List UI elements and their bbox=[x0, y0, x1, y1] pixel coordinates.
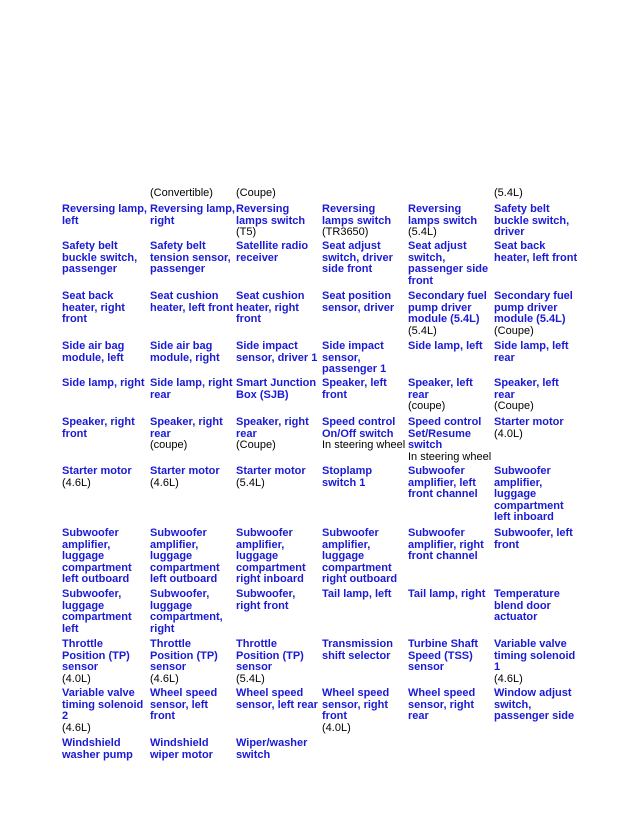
table-cell bbox=[62, 241, 148, 276]
component-link[interactable]: Wheel speed sensor, left front bbox=[150, 687, 218, 723]
component-link[interactable]: Safety belt buckle switch, driver bbox=[494, 203, 570, 239]
component-link[interactable]: Side air bag module, left bbox=[62, 340, 125, 364]
table-cell bbox=[236, 204, 322, 239]
component-link[interactable]: Satellite radio receiver bbox=[236, 240, 309, 264]
component-link[interactable]: Safety belt buckle switch, passenger bbox=[62, 240, 138, 276]
table-cell bbox=[494, 341, 580, 364]
table-cell bbox=[494, 378, 580, 413]
component-link[interactable]: Variable valve timing solenoid 2 bbox=[62, 687, 144, 723]
component-note: (4.6L) bbox=[150, 672, 179, 685]
table-cell bbox=[62, 589, 148, 635]
component-link[interactable]: Subwoofer amplifier, right front channel bbox=[408, 527, 484, 563]
table-cell bbox=[408, 341, 494, 353]
table-cell bbox=[408, 378, 494, 413]
component-link[interactable]: Reversing lamp, left bbox=[62, 203, 147, 227]
table-cell bbox=[408, 417, 494, 463]
table-cell bbox=[322, 589, 408, 601]
header-note bbox=[494, 188, 580, 200]
table-cell bbox=[322, 291, 408, 314]
component-note: (Coupe) bbox=[494, 324, 534, 337]
table-cell bbox=[62, 688, 148, 734]
component-note: (5.4L) bbox=[236, 672, 265, 685]
header-note bbox=[236, 188, 322, 200]
component-note: (4.6L) bbox=[62, 721, 91, 734]
component-link[interactable]: Speed control On/Off switch bbox=[322, 416, 396, 440]
component-link[interactable]: Seat back heater, right front bbox=[62, 290, 125, 326]
component-note: (Coupe) bbox=[494, 400, 534, 413]
header-note-text: (5.4L) bbox=[494, 187, 523, 199]
component-link[interactable]: Subwoofer amplifier, luggage compartment right outboard bbox=[322, 527, 398, 586]
table-cell bbox=[236, 589, 322, 612]
table-cell bbox=[150, 291, 236, 314]
table-cell bbox=[150, 639, 236, 685]
component-link[interactable]: Starter motor bbox=[494, 416, 564, 428]
table-cell bbox=[408, 589, 494, 601]
component-link[interactable]: Wheel speed sensor, right front bbox=[322, 687, 390, 723]
component-link[interactable]: Speaker, left rear bbox=[494, 377, 559, 401]
component-link[interactable]: Wheel speed sensor, right rear bbox=[408, 687, 476, 723]
table-cell bbox=[150, 589, 236, 635]
table-cell bbox=[236, 528, 322, 586]
component-note: (coupe) bbox=[408, 400, 446, 413]
table-cell bbox=[150, 466, 236, 489]
table-cell bbox=[150, 378, 236, 401]
table-cell bbox=[408, 204, 494, 239]
component-link[interactable]: Wheel speed sensor, left rear bbox=[236, 687, 318, 711]
component-note: (coupe) bbox=[150, 439, 188, 452]
table-cell bbox=[494, 639, 580, 685]
header-note bbox=[150, 188, 236, 200]
component-link[interactable]: Subwoofer, luggage compartment, right bbox=[150, 588, 223, 635]
table-cell bbox=[322, 639, 408, 662]
component-link[interactable]: Starter motor bbox=[62, 465, 132, 477]
component-link[interactable]: Speed control Set/Resume switch bbox=[408, 416, 482, 452]
component-link[interactable]: Side air bag module, right bbox=[150, 340, 220, 364]
component-link[interactable]: Subwoofer, left front bbox=[494, 527, 573, 551]
table-cell bbox=[62, 378, 148, 390]
component-link[interactable]: Seat adjust switch, passenger side front bbox=[408, 240, 489, 287]
component-link[interactable]: Seat adjust switch, driver side front bbox=[322, 240, 393, 276]
component-link[interactable]: Throttle Position (TP) sensor bbox=[236, 638, 304, 674]
component-link[interactable]: Wiper/washer switch bbox=[236, 737, 308, 761]
component-link[interactable]: Subwoofer amplifier, luggage compartment right inboard bbox=[236, 527, 306, 586]
component-note: In steering wheel bbox=[322, 439, 406, 452]
table-cell bbox=[150, 738, 236, 761]
table-cell bbox=[494, 528, 580, 551]
table-cell bbox=[150, 417, 236, 452]
table-cell bbox=[62, 466, 148, 489]
component-link[interactable]: Temperature blend door actuator bbox=[494, 588, 560, 624]
component-link[interactable]: Side lamp, right bbox=[62, 377, 145, 389]
table-cell bbox=[236, 688, 322, 711]
component-note: (4.6L) bbox=[62, 476, 91, 489]
component-link[interactable]: Subwoofer amplifier, luggage compartment left outboard bbox=[62, 527, 132, 586]
table-cell bbox=[62, 639, 148, 685]
component-link[interactable]: Turbine Shaft Speed (TSS) sensor bbox=[408, 638, 479, 674]
component-link[interactable]: Side lamp, left bbox=[408, 340, 483, 352]
table-cell bbox=[494, 291, 580, 337]
component-note: (5.4L) bbox=[408, 226, 437, 239]
table-cell bbox=[322, 241, 408, 276]
component-note: (4.0L) bbox=[494, 427, 523, 440]
component-link[interactable]: Throttle Position (TP) sensor bbox=[62, 638, 130, 674]
component-link[interactable]: Subwoofer amplifier, left front channel bbox=[408, 465, 478, 501]
component-link[interactable]: Transmission shift selector bbox=[322, 638, 393, 662]
component-note: (4.0L) bbox=[322, 721, 351, 734]
table-cell bbox=[62, 528, 148, 586]
component-link[interactable]: Side lamp, right rear bbox=[150, 377, 233, 401]
table-cell bbox=[408, 639, 494, 674]
component-note: (4.6L) bbox=[150, 476, 179, 489]
table-cell bbox=[494, 688, 580, 723]
table-cell bbox=[236, 378, 322, 401]
table-cell bbox=[236, 291, 322, 326]
table-cell bbox=[408, 688, 494, 723]
component-note: (Coupe) bbox=[236, 439, 276, 452]
component-link[interactable]: Secondary fuel pump driver module (5.4L) bbox=[494, 290, 573, 326]
table-cell bbox=[494, 204, 580, 239]
component-link[interactable]: Seat position sensor, driver bbox=[322, 290, 395, 314]
component-link[interactable]: Reversing lamps switch bbox=[408, 203, 478, 227]
component-link[interactable]: Throttle Position (TP) sensor bbox=[150, 638, 218, 674]
component-link[interactable]: Speaker, right rear bbox=[150, 416, 223, 440]
component-note: (4.0L) bbox=[62, 672, 91, 685]
component-link[interactable]: Side lamp, left rear bbox=[494, 340, 569, 364]
table-cell bbox=[236, 639, 322, 685]
header-note-text: (Coupe) bbox=[236, 187, 276, 199]
table-cell bbox=[408, 241, 494, 287]
component-link[interactable]: Subwoofer, right front bbox=[236, 588, 296, 612]
table-cell bbox=[62, 341, 148, 364]
table-cell bbox=[322, 688, 408, 734]
component-link[interactable]: Secondary fuel pump driver module (5.4L) bbox=[408, 290, 487, 326]
component-link[interactable]: Safety belt tension sensor, passenger bbox=[150, 240, 231, 276]
table-cell bbox=[236, 341, 322, 364]
table-cell bbox=[62, 291, 148, 326]
component-link[interactable]: Speaker, right front bbox=[62, 416, 135, 440]
component-link[interactable]: Starter motor bbox=[236, 465, 306, 477]
table-cell bbox=[408, 291, 494, 337]
header-note-text: (Convertible) bbox=[150, 187, 213, 199]
table-cell bbox=[322, 528, 408, 586]
table-cell bbox=[322, 378, 408, 401]
component-link[interactable]: Window adjust switch, passenger side bbox=[494, 687, 575, 723]
table-cell bbox=[322, 204, 408, 239]
table-cell bbox=[494, 417, 580, 440]
table-cell bbox=[150, 204, 236, 227]
component-note: (5.4L) bbox=[408, 324, 437, 337]
component-link[interactable]: Subwoofer amplifier, luggage compartment left outboard bbox=[150, 527, 220, 586]
table-cell bbox=[150, 688, 236, 723]
table-cell bbox=[322, 466, 408, 489]
component-link[interactable]: Starter motor bbox=[150, 465, 220, 477]
table-cell bbox=[408, 528, 494, 563]
component-note: (5.4L) bbox=[236, 476, 265, 489]
table-cell bbox=[408, 466, 494, 501]
component-link[interactable]: Reversing lamps switch bbox=[236, 203, 306, 227]
component-link[interactable]: Speaker, right rear bbox=[236, 416, 309, 440]
component-link[interactable]: Windshield washer pump bbox=[62, 737, 133, 761]
component-link[interactable]: Subwoofer, luggage compartment left bbox=[62, 588, 132, 635]
component-link[interactable]: Reversing lamp, right bbox=[150, 203, 235, 227]
component-link[interactable]: Speaker, left rear bbox=[408, 377, 473, 401]
component-link[interactable]: Seat cushion heater, left front bbox=[150, 290, 234, 314]
table-cell bbox=[62, 204, 148, 227]
table-cell bbox=[322, 417, 408, 452]
table-cell bbox=[236, 417, 322, 452]
component-link[interactable]: Variable valve timing solenoid 1 bbox=[494, 638, 576, 674]
component-link[interactable]: Windshield wiper motor bbox=[150, 737, 213, 761]
component-note: (4.6L) bbox=[494, 672, 523, 685]
table-cell bbox=[236, 738, 322, 761]
table-cell bbox=[62, 738, 148, 761]
table-cell bbox=[322, 341, 408, 376]
component-link[interactable]: Subwoofer amplifier, luggage compartment left inboard bbox=[494, 465, 564, 524]
component-link[interactable]: Tail lamp, left bbox=[322, 588, 392, 600]
component-link[interactable]: Tail lamp, right bbox=[408, 588, 486, 600]
component-link[interactable]: Stoplamp switch 1 bbox=[322, 465, 373, 489]
table-cell bbox=[150, 528, 236, 586]
table-cell bbox=[494, 241, 580, 264]
component-link[interactable]: Seat cushion heater, right front bbox=[236, 290, 305, 326]
table-cell bbox=[150, 241, 236, 276]
component-link[interactable]: Speaker, left front bbox=[322, 377, 387, 401]
component-note: (TR3650) bbox=[322, 226, 369, 239]
component-note: In steering wheel bbox=[408, 450, 492, 463]
table-cell bbox=[494, 589, 580, 624]
table-cell bbox=[150, 341, 236, 364]
component-link[interactable]: Side impact sensor, driver 1 bbox=[236, 340, 318, 364]
component-link[interactable]: Smart Junction Box (SJB) bbox=[236, 377, 317, 401]
component-link[interactable]: Reversing lamps switch bbox=[322, 203, 392, 227]
table-cell bbox=[236, 466, 322, 489]
table-cell bbox=[62, 417, 148, 440]
component-link[interactable]: Side impact sensor, passenger 1 bbox=[322, 340, 387, 376]
table-cell bbox=[494, 466, 580, 524]
component-link[interactable]: Seat back heater, left front bbox=[494, 240, 578, 264]
table-cell bbox=[236, 241, 322, 264]
component-note: (T5) bbox=[236, 226, 257, 239]
